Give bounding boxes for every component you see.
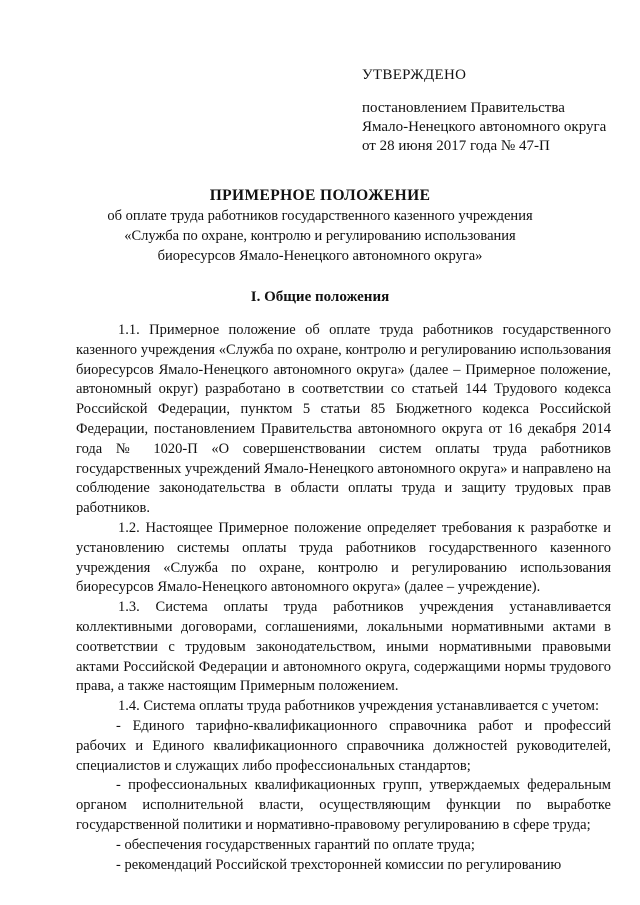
approval-stamp: [362, 66, 612, 156]
approval-line: от 28 июня 2017 года № 47-П: [362, 138, 550, 154]
list-item: - обеспечения государственных гарантий по оплате труда;: [116, 836, 475, 853]
title-main: ПРИМЕРНОЕ ПОЛОЖЕНИЕ: [209, 187, 431, 204]
approval-heading: УТВЕРЖДЕНО: [362, 67, 467, 83]
paragraph-1-1: 1.1. Примерное положение об оплате труда работников государственного казенного учреждения «Служба по охране, контролю и регулированию использования биоресурсов Ямало-Ненецкого автономного округа» (далее – Примерное положение, автономный округ) разработано в соответствии со статьей 144 Трудового кодекса Российской Федерации, пунктом 5 статьи 85 Бюджетного кодекса Российской Федерации, постановлением Правительства автономного округа от 16 декабря 2014 года № 1020-П «О совершенствовании систем оплаты труда работников государственных учреждений Ямало-Ненецкого автономного округа» и направлено на соблюдение законодательства в области оплаты труда и защиту трудовых прав работников.: [76, 322, 611, 517]
approval-line: Ямало-Ненецкого автономного округа: [362, 119, 607, 135]
section-heading: I. Общие положения: [250, 289, 390, 305]
list-item: - Единого тарифно-квалификационного справочника работ и профессий рабочих и Единого квалификационного справочника должностей руководителей, специалистов и служащих либо профессиональных стандартов;: [76, 717, 611, 774]
approval-line: постановлением Правительства: [362, 100, 565, 116]
paragraph-1-4: 1.4. Система оплаты труда работников учреждения устанавливается с учетом:: [118, 698, 600, 715]
title-line: «Служба по охране, контролю и регулированию использования: [124, 228, 516, 244]
title-line: биоресурсов Ямало-Ненецкого автономного округа»: [157, 248, 483, 264]
paragraph-1-3: 1.3. Система оплаты труда работников учреждения устанавливается коллективными договорами, соглашениями, локальными нормативными актами в соответствии с трудовым законодательством, иными нормативными правовыми актами Российской Федерации и автономного округа, содержащими нормы трудового права, а также настоящим Примерным положением.: [76, 599, 611, 695]
list-item: - рекомендаций Российской трехсторонней комиссии по регулированию: [116, 856, 562, 873]
document-title: [0, 186, 640, 266]
paragraph-1-2: 1.2. Настоящее Примерное положение определяет требования к разработке и установлению системы оплаты труда работников государственного казенного учреждения «Служба по охране, контролю и регулированию использования биоресурсов Ямало-Ненецкого автономного округа» (далее – учреждение).: [76, 519, 611, 596]
list-item: - профессиональных квалификационных групп, утверждаемых федеральным органом исполнительной власти, осуществляющим функции по выработке государственной политики и нормативно-правовому регулированию в сфере труда;: [76, 777, 611, 833]
title-line: об оплате труда работников государственного казенного учреждения: [107, 208, 533, 224]
document-body: [76, 321, 611, 875]
